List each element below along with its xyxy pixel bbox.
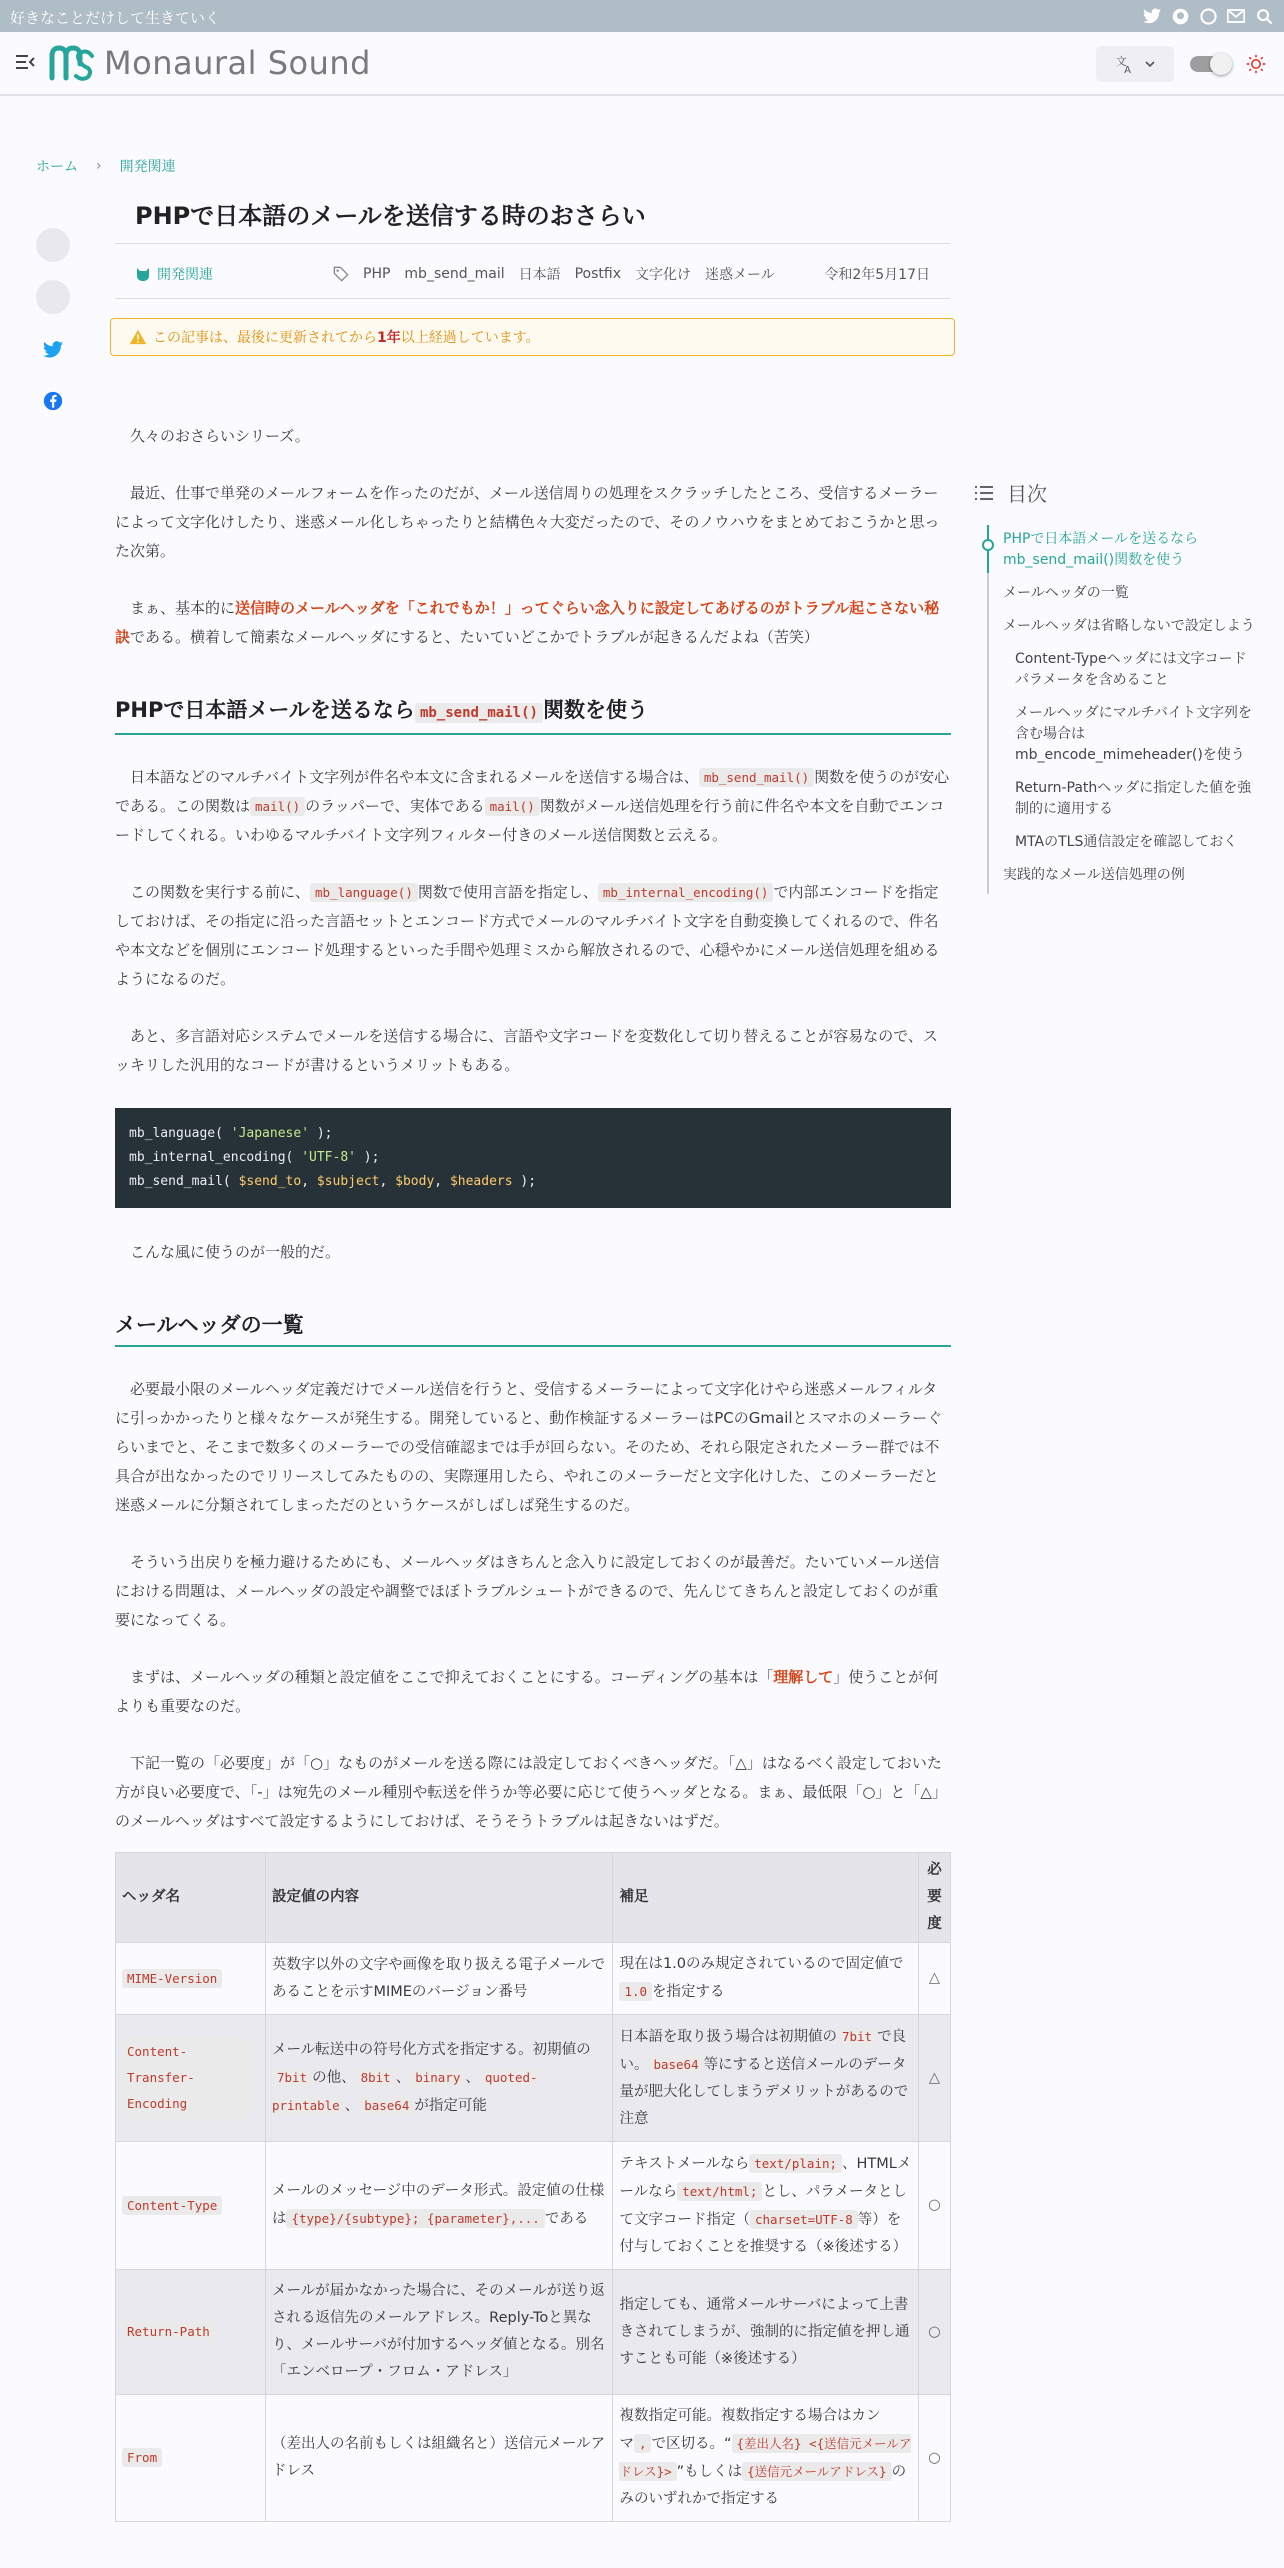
inline-code: 8bit <box>356 2068 396 2087</box>
paragraph: そういう出戻りを極力避けるためにも、メールヘッダはきちんと念入りに設定しておくのが最善だ。たいていメール送信における問題は、メールヘッダの設定や調整でほぼトラブルシュートができるので、先んじてきちんと設定しておくのが重要になってくる。 <box>115 1553 940 1629</box>
text: まずは、メールヘッダの種類と設定値をここで抑えておくことにする。コーディングの基本は「 <box>130 1668 774 1686</box>
text: のみのいずれかで指定する <box>619 2464 907 2507</box>
text: ”もしくは <box>676 2464 743 2480</box>
svg-text:A: A <box>1124 65 1132 74</box>
text: 複数指定可能。複数指定する場合はカンマ <box>619 2408 881 2452</box>
text: 等）を付与しておくことを推奨する（※後述する） <box>619 2212 908 2255</box>
cell <box>613 2015 919 2142</box>
col-header: 設定値の内容 <box>265 1853 612 1943</box>
outdated-notice <box>110 318 955 356</box>
text: この関数を実行する前に、 <box>130 883 311 901</box>
text: 」使うことが何よりも重要なのだ。 <box>115 1668 939 1715</box>
svg-text:文: 文 <box>1115 54 1127 68</box>
text: まぁ、基本的に <box>130 599 236 617</box>
list-icon <box>975 485 993 501</box>
top-bar <box>0 0 1284 32</box>
code-fn: mb_send_mail( <box>129 1174 239 1189</box>
table-row <box>116 2015 951 2142</box>
code-end: ); <box>355 1150 380 1165</box>
divider <box>115 298 950 299</box>
article-meta <box>115 264 950 288</box>
social-icons <box>1142 6 1274 26</box>
tag-item[interactable]: 文字化け <box>635 267 692 283</box>
cell: （差出人の名前もしくは組織名と）送信元メールアドレス <box>265 2395 612 2522</box>
cell: メールが届かなかった場合に、そのメールが送り返される返信先のメールアドレス。Reply-Toと異なり、メールサーバが付加するヘッダ値となる。別名「エンベロープ・フロム・アドレス」 <box>265 2270 612 2395</box>
tag-item[interactable]: Postfix <box>574 266 622 282</box>
tag-icon <box>333 266 349 282</box>
text: 現在は1.0のみ規定されているので固定値で <box>619 1956 904 1972</box>
inline-code: charset=UTF-8 <box>750 2210 858 2229</box>
paragraph: 下記一覧の「必要度」が「○」なものがメールを送る際には設定しておくべきヘッダだ。「△」はなるべく設定しておいた方が良い必要度で、「-」は宛先のメール種別や転送を伴うか等必要に応じて使うヘッダとなる。まぁ、最低限「○」と「△」のメールヘッダはすべて設定するようにしておけば、そうそうトラブルは起きないはずだ。 <box>115 1754 947 1830</box>
code-line <box>129 1122 937 1146</box>
text: で区切る。“ <box>651 2436 732 2452</box>
inline-code: mb_send_mail() <box>699 768 814 787</box>
notice-text <box>153 327 540 347</box>
language-button[interactable] <box>1096 46 1174 82</box>
inline-code: {差出人名} <{送信元メールアドレス}> <box>619 2436 912 2479</box>
inline-code: mail() <box>250 797 305 816</box>
table-row <box>116 1943 951 2015</box>
breadcrumb-separator-icon: › <box>96 158 102 174</box>
header-controls <box>1096 46 1266 82</box>
text: 関数がメール送信処理を行う前に件名や本文を自動でエンコードしてくれる。いわゆるマルチバイト文字列フィルター付きのメール送信関数と云える。 <box>115 797 945 844</box>
header-name: MIME-Version <box>122 1969 222 1988</box>
breadcrumb-home[interactable]: ホーム <box>36 159 78 175</box>
site-logo[interactable] <box>48 42 371 84</box>
share-buttons <box>36 228 70 418</box>
logo-mark-icon <box>48 42 96 84</box>
header-table <box>115 1852 951 2522</box>
toc-item[interactable]: 実践的なメール送信処理の例 <box>1003 867 1185 883</box>
code-fn: mb_internal_encoding( <box>129 1150 302 1165</box>
cell: 英数字以外の文字や画像を取り扱える電子メールであることを示すMIMEのバージョン番号 <box>265 1943 612 2015</box>
paragraph <box>115 1663 951 1721</box>
cell <box>116 1943 266 2015</box>
code-comma: , <box>434 1174 450 1189</box>
article-body <box>115 422 951 2522</box>
inline-code: mail() <box>485 797 540 816</box>
inline-code: mb_language() <box>310 883 418 902</box>
text: 関数で使用言語を指定し、 <box>417 883 598 901</box>
highlight-text: 送信時のメールヘッダを「これでもか！」ってぐらい念入りに設定してあげるのがトラブル起こさない秘訣 <box>115 599 940 646</box>
article-category-label: 開発関連 <box>157 267 213 283</box>
header-name: Return-Path <box>122 2322 215 2341</box>
twitter-icon[interactable] <box>1142 6 1162 26</box>
code-comma: , <box>379 1174 396 1189</box>
inline-code: text/html; <box>677 2182 762 2201</box>
share-placeholder-1[interactable] <box>36 228 70 262</box>
paragraph: こんな風に使うのが一般的だ。 <box>130 1243 341 1261</box>
toc-list <box>987 525 1255 894</box>
cell <box>116 2142 266 2270</box>
inline-code: text/plain; <box>749 2154 842 2173</box>
cell <box>116 2015 266 2142</box>
code-line <box>129 1146 937 1170</box>
requirement: ○ <box>918 2270 950 2395</box>
cell <box>613 1943 919 2015</box>
article-date: 令和2年5月17日 <box>824 267 930 283</box>
text: 、HTMLメールなら <box>619 2156 912 2200</box>
tag-item[interactable]: 日本語 <box>518 267 561 283</box>
toc-current-marker <box>982 539 994 551</box>
toc-title-label: 目次 <box>1007 482 1047 506</box>
inline-code: mb_send_mail() <box>415 703 543 723</box>
translate-icon <box>1115 54 1135 74</box>
requirement: ○ <box>918 2142 950 2270</box>
code-line <box>129 1170 937 1194</box>
notice-pre: この記事は、最後に更新されてから <box>153 330 377 346</box>
code-var: $subject <box>316 1174 380 1189</box>
toc-item[interactable]: メールヘッダの一覧 <box>1003 585 1129 601</box>
warning-icon <box>129 329 147 345</box>
paragraph <box>115 594 951 652</box>
highlight-text: 理解して <box>773 1668 834 1686</box>
facebook-share-icon[interactable] <box>36 384 70 418</box>
cell <box>265 2142 612 2270</box>
paragraph: 久々のおさらいシリーズ。 <box>130 427 310 445</box>
col-header: ヘッダ名 <box>116 1853 266 1943</box>
breadcrumb-category[interactable]: 開発関連 <box>119 159 176 175</box>
toc-item[interactable]: メールヘッダにマルチバイト文字列を含む場合はmb_encode_mimeheader()を使う <box>1015 705 1252 763</box>
text: メールのメッセージ中のデータ形式。設定値の仕様は <box>271 2183 605 2227</box>
tag-item[interactable]: PHP <box>363 266 391 282</box>
text: とし、パラメータとして文字コード指定（ <box>619 2184 908 2228</box>
table-row <box>116 2142 951 2270</box>
col-header: 必要度 <box>918 1853 950 1943</box>
table-of-contents <box>975 478 1255 894</box>
code-comma: , <box>301 1174 317 1189</box>
text: が指定可能 <box>414 2097 487 2114</box>
share-placeholder-2[interactable] <box>36 280 70 314</box>
code-var: $send_to <box>238 1174 302 1189</box>
notice-post: 以上経過しています。 <box>400 330 540 346</box>
cell <box>613 2142 919 2270</box>
table-header-row <box>116 1853 951 1943</box>
chevron-down-icon <box>1145 60 1155 68</box>
text: メール転送中の符号化方式を指定する。初期値の <box>271 2041 591 2058</box>
text: 関数を使うのが安心である。この関数は <box>115 768 950 815</box>
inline-code: , <box>634 2434 652 2453</box>
inline-code: 7bit <box>837 2027 877 2046</box>
tag-item[interactable]: mb_send_mail <box>404 266 505 282</box>
code-var: $body <box>395 1174 435 1189</box>
requirement: △ <box>918 1943 950 2015</box>
code-end: ); <box>309 1126 333 1141</box>
paragraph <box>115 763 951 850</box>
paragraph: あと、多言語対応システムでメールを送信する場合に、言語や文字コードを変数化して切り替えることが容易なので、スッキリした汎用的なコードが書けるというメリットもある。 <box>115 1027 938 1074</box>
text: である。横着して簡素なメールヘッダにすると、たいていどこかでトラブルが起きるんだよね（苦笑） <box>130 628 819 646</box>
menu-toggle-icon[interactable] <box>14 52 40 76</box>
site-name <box>104 44 371 82</box>
section-heading: メールヘッダの一覧 <box>115 1309 951 1347</box>
sun-icon[interactable] <box>1246 54 1266 74</box>
text: を指定する <box>652 1984 725 2000</box>
inline-code: base64 <box>359 2096 414 2115</box>
toc-title <box>975 478 1255 507</box>
inline-code: binary <box>410 2068 465 2087</box>
article-title: PHPで日本語のメールを送信する時のおさらい <box>135 202 646 230</box>
inline-code: 7bit <box>272 2068 312 2087</box>
mail-icon[interactable] <box>1226 6 1246 26</box>
text: のラッパーで、実体である <box>305 797 485 815</box>
heading-text: PHPで日本語メールを送るなら <box>115 698 415 722</box>
text: である <box>544 2211 589 2227</box>
site-tagline: 好きなことだけして生きていく <box>10 9 221 27</box>
feedly-icon[interactable] <box>1198 6 1218 26</box>
inline-code: {type}/{subtype}; {parameter},... <box>286 2209 544 2228</box>
inline-code: base64 <box>648 2055 703 2074</box>
col-header: 補足 <box>613 1853 919 1943</box>
code-block[interactable] <box>115 1108 951 1208</box>
notice-bold: 1年 <box>377 330 401 346</box>
search-icon[interactable] <box>1254 6 1274 26</box>
text: で良い。 <box>619 2029 907 2073</box>
cell: メール転送中の符号化方式を指定する。初期値の7bit の他、 8bit 、 binary 、 quoted-printable 、 base64 が指定可能 <box>265 2015 612 2142</box>
logo-prefix: M <box>104 44 133 82</box>
inline-code: quoted-printable <box>271 2069 538 2113</box>
text: の他、 <box>312 2069 356 2086</box>
code-var: $headers <box>449 1174 513 1189</box>
paragraph: 必要最小限のメールヘッダ定義だけでメール送信を行うと、受信するメーラーによって文字化けやら迷惑メールフィルタに引っかかったりと様々なケースが発生する。開発していると、動作検証するメーラーはPCのGmailとスマホのメーラーぐらいまでと、そこまで数多くのメーラーでの受信確認までは手が回らない。そのため、それら限定されたメーラー群では不具合が出なかったのでリリースしてみたものの、実際運用したら、やれこのメーラーだと文字化けした、このメーラーだと迷惑メールに分類されてしまっただのというケースがしばしば発生するのだ。 <box>115 1380 943 1514</box>
header-name: From <box>122 2448 162 2467</box>
toc-item[interactable]: Content-Typeヘッダには文字コードパラメータを含めること <box>1015 651 1247 688</box>
cell <box>116 2395 266 2522</box>
header-name: Content-Type <box>122 2196 222 2215</box>
theme-toggle[interactable] <box>1190 56 1230 72</box>
site-header <box>0 32 1284 96</box>
code-string: 'UTF-8' <box>301 1150 356 1165</box>
inline-code: 1.0 <box>619 1982 652 2001</box>
paragraph <box>115 878 951 994</box>
text: テキストメールなら <box>619 2156 750 2172</box>
text: 等にすると送信メールのデータ量が肥大化してしまうデメリットがあるので注意 <box>619 2057 909 2127</box>
toc-item[interactable]: Return-Pathヘッダに指定した値を強制的に適用する <box>1015 780 1252 817</box>
requirement: ○ <box>918 2395 950 2522</box>
text: 日本語などのマルチバイト文字列が件名や本文に含まれるメールを送信する場合は、 <box>130 768 699 786</box>
cell <box>116 2270 266 2395</box>
twitter-share-icon[interactable] <box>36 332 70 366</box>
toc-item[interactable]: メールヘッダは省略しないで設定しよう <box>1003 618 1255 634</box>
toc-item[interactable]: PHPで日本語メールを送るならmb_send_mail()関数を使う <box>1003 531 1199 568</box>
code-fn: mb_language( <box>129 1126 231 1141</box>
logo-text: onaural Sound <box>132 44 371 82</box>
github-icon[interactable] <box>1170 6 1190 26</box>
article-category[interactable] <box>135 264 213 284</box>
cat-icon <box>135 267 151 281</box>
divider <box>115 243 950 244</box>
requirement: △ <box>918 2015 950 2142</box>
heading-text: 関数を使う <box>542 698 648 722</box>
section-heading <box>115 694 951 735</box>
cell <box>613 2395 919 2522</box>
header-name: Content-Transfer-Encoding <box>122 2037 252 2119</box>
inline-code: {送信元メールアドレス} <box>742 2462 891 2481</box>
breadcrumb <box>36 156 176 176</box>
article-tags <box>333 264 775 284</box>
tag-item[interactable]: 迷惑メール <box>705 267 775 283</box>
table-row <box>116 2270 951 2395</box>
text: 日本語を取り扱う場合は初期値の <box>619 2029 837 2045</box>
inline-code: mb_internal_encoding() <box>598 883 774 902</box>
code-end: ); <box>512 1174 537 1189</box>
cell: 指定しても、通常メールサーバによって上書きされてしまうが、強制的に指定値を押し通すことも可能（※後述する） <box>613 2270 919 2395</box>
text: で内部エンコードを指定しておけば、その指定に沿った言語セットとエンコード方式でメールのマルチバイト文字を自動変換してくれるので、件名や本文などを個別にエンコード処理するといった手間や処理ミスから解放されるので、心穏やかにメール送信処理を組めるようになるのだ。 <box>115 883 940 988</box>
code-string: 'Japanese' <box>230 1126 310 1141</box>
paragraph: 最近、仕事で単発のメールフォームを作ったのだが、メール送信周りの処理をスクラッチしたところ、受信するメーラーによって文字化けしたり、迷惑メール化しちゃったりと結構色々大変だったので、そのノウハウをまとめておこうかと思った次第。 <box>115 484 940 560</box>
table-row <box>116 2395 951 2522</box>
toc-item[interactable]: MTAのTLS通信設定を確認しておく <box>1015 834 1238 850</box>
